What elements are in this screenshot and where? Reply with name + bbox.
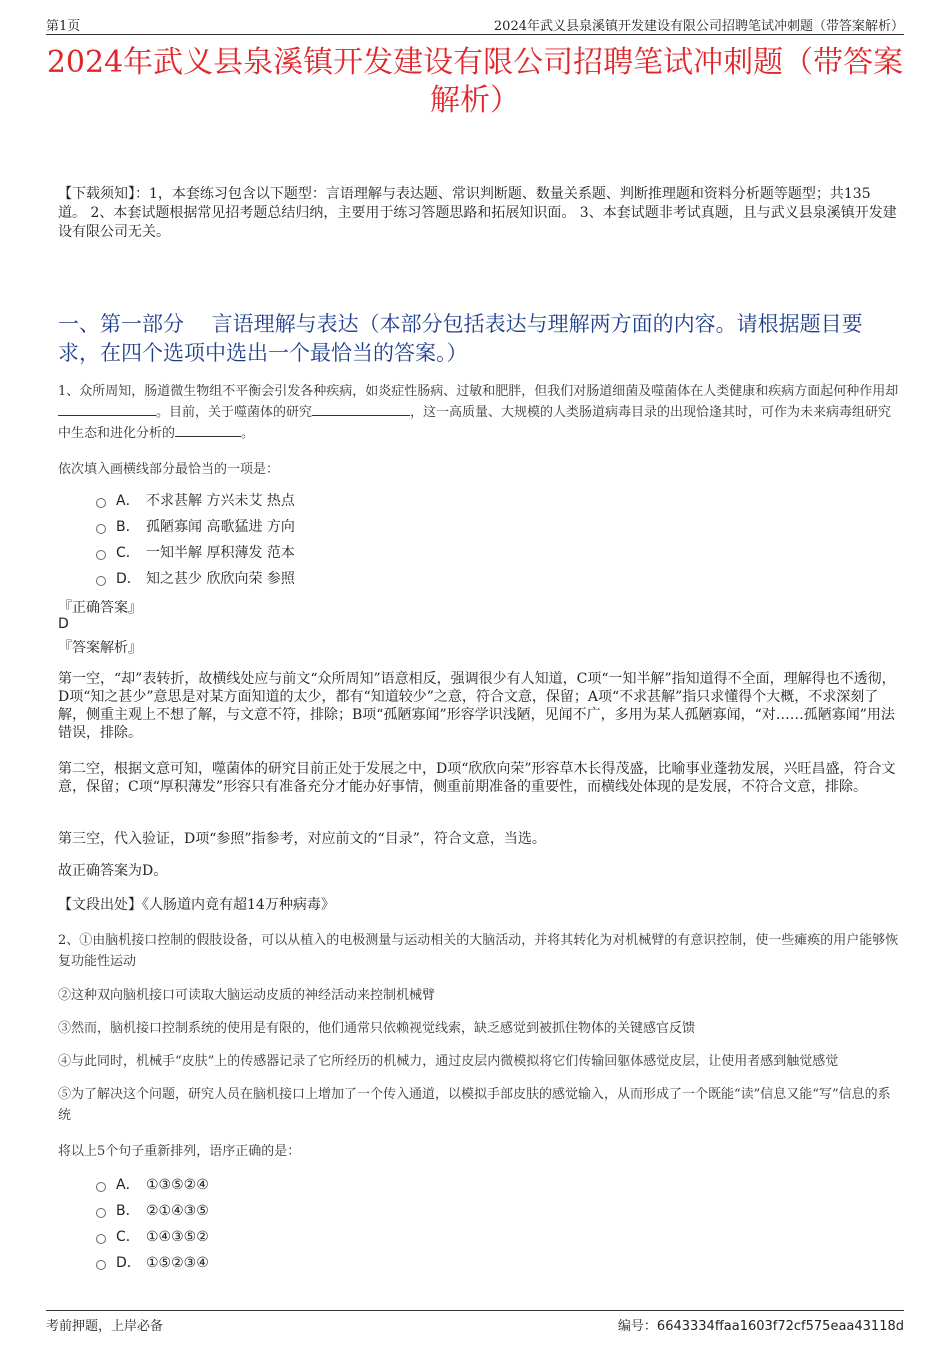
option-text: ①⑤②③④ [146, 1255, 209, 1271]
option-letter: A． [116, 1177, 140, 1193]
option-letter: C． [116, 545, 140, 561]
analysis-label: 『答案解析』 [58, 640, 142, 656]
option-letter: C． [116, 1229, 140, 1245]
question-2-sentence-4: ④与此同时，机械手“皮肤”上的传感器记录了它所经历的机械力，通过皮层内微模拟将它们传输回躯体感觉皮层，让使用者感到触觉感觉 [58, 1054, 839, 1069]
radio-icon[interactable] [96, 576, 106, 586]
footer-slogan: 考前押题，上岸必备 [46, 1319, 164, 1334]
analysis-paragraph-1: 第一空，“却”表转折，故横线处应与前文“众所周知”语意相反，强调很少有人知道，C项“一知半解”指知道得不全面，理解得也不透彻，D项“知之甚少”意思是对某方面知道的太少，都有“知道较少”之意，符合文意，保留；A项“不求甚解”指只求懂得个大概，不求深刻了解，侧重主观上不想了解，与文意不符，排除；B项“孤陋寡闻”形容学识浅陋，见闻不广，多用为某人孤陋寡闻，“对……孤陋寡闻”用法错误，排除。 [58, 671, 896, 741]
analysis-paragraph-2: 第二空，根据文意可知，噬菌体的研究目前正处于发展之中，D项“欣欣向荣”形容草木长得茂盛，比喻事业蓬勃发展，兴旺昌盛，符合文意，保留；C项“厚积薄发”形容只有准备充分才能办好事情，侧重前期准备的重要性，而横线处体现的是发展，不符合文意，排除。 [58, 761, 896, 795]
option-text: 一知半解 厚积薄发 范本 [146, 545, 295, 561]
question-1-stem [58, 381, 902, 444]
option-text: ①④③⑤② [146, 1229, 209, 1245]
analysis-paragraph-3: 第三空，代入验证，D项“参照”指参考，对应前文的“目录”，符合文意，当选。 [58, 831, 546, 847]
question-2-sentence-3: ③然而，脑机接口控制系统的使用是有限的，他们通常只依赖视觉线索，缺乏感觉到被抓住物体的关键感官反馈 [58, 1021, 696, 1036]
option-text: 知之甚少 欣欣向荣 参照 [146, 571, 295, 587]
fill-blank-1 [58, 403, 156, 416]
option-letter: A． [116, 493, 140, 509]
section-title: 一、第一部分 言语理解与表达（本部分包括表达与理解两方面的内容。请根据题目要求，在四个选项中选出一个最恰当的答案。） [58, 312, 863, 365]
option-letter: B． [116, 519, 140, 535]
question-1-prompt: 依次填入画横线部分最恰当的一项是： [58, 462, 280, 477]
option-text: 孤陋寡闻 高歌猛进 方向 [146, 519, 295, 535]
radio-icon[interactable] [96, 1260, 106, 1270]
radio-icon[interactable] [96, 550, 106, 560]
option-letter: D． [116, 1255, 141, 1271]
question-2-sentence-1: 2、①由脑机接口控制的假肢设备，可以从植入的电极测量与运动相关的大脑活动，并将其转化为对机械臂的有意识控制，使一些瘫痪的用户能够恢复功能性运动 [58, 933, 899, 969]
option-letter: B． [116, 1203, 140, 1219]
fill-blank-2 [312, 403, 410, 416]
document-title: 2024年武义县泉溪镇开发建设有限公司招聘笔试冲刺题（带答案解析） [46, 45, 904, 118]
fill-blank-3 [175, 424, 241, 437]
footer-serial: 编号：6643334ffaa1603f72cf575eaa43118d [617, 1319, 904, 1334]
page-footer [46, 1310, 904, 1335]
question-1-text-part2: 。目前，关于噬菌体的研究 [156, 405, 313, 420]
radio-icon[interactable] [96, 524, 106, 534]
question-1-text-part1: 1、众所周知，肠道微生物组不平衡会引发各种疾病，如炎症性肠病、过敏和肥胖，但我们对肠道细菌及噬菌体在人类健康和疾病方面起何种作用却 [58, 384, 899, 399]
radio-icon[interactable] [96, 498, 106, 508]
option-text: ②①④③⑤ [146, 1203, 209, 1219]
correct-answer-label: 『正确答案』 [58, 600, 142, 616]
question-2-sentence-5: ⑤为了解决这个问题，研究人员在脑机接口上增加了一个传入通道，以模拟手部皮肤的感觉输入，从而形成了一个既能“读”信息又能“写”信息的系统 [58, 1087, 891, 1123]
option-letter: D． [116, 571, 141, 587]
option-text: 不求甚解 方兴未艾 热点 [146, 493, 295, 509]
page-header [46, 12, 904, 35]
question-1-text-part4: 。 [241, 426, 255, 441]
radio-icon[interactable] [96, 1182, 106, 1192]
radio-icon[interactable] [96, 1208, 106, 1218]
question-2-prompt: 将以上5个句子重新排列，语序正确的是： [58, 1144, 301, 1159]
analysis-conclusion: 故正确答案为D。 [58, 863, 168, 879]
header-doc-title: 2024年武义县泉溪镇开发建设有限公司招聘笔试冲刺题（带答案解析） [493, 19, 904, 34]
question-2-sentence-2: ②这种双向脑机接口可读取大脑运动皮质的神经活动来控制机械臂 [58, 988, 436, 1003]
source-citation: 【文段出处】《人肠道内竟有超14万种病毒》 [58, 897, 335, 913]
radio-icon[interactable] [96, 1234, 106, 1244]
option-text: ①③⑤②④ [146, 1177, 209, 1193]
page-number: 第1页 [46, 19, 81, 34]
correct-answer-value: D [58, 616, 69, 632]
download-notice: 【下载须知】：1，本套练习包含以下题型：言语理解与表达题、常识判断题、数量关系题、判断推理题和资料分析题等题型；共135道。 2、本套试题根据常见招考题总结归纳，主要用于练习答题思路和拓展知识面。 3、本套试题非考试真题，且与武义县泉溪镇开发建设有限公司无关。 [58, 186, 897, 240]
question-1-text-part3: ，这一高质量、大规模的人类肠道病毒目录的出现恰逢其时，可作为未来病毒组研究中生态和进化分析的 [58, 405, 892, 441]
